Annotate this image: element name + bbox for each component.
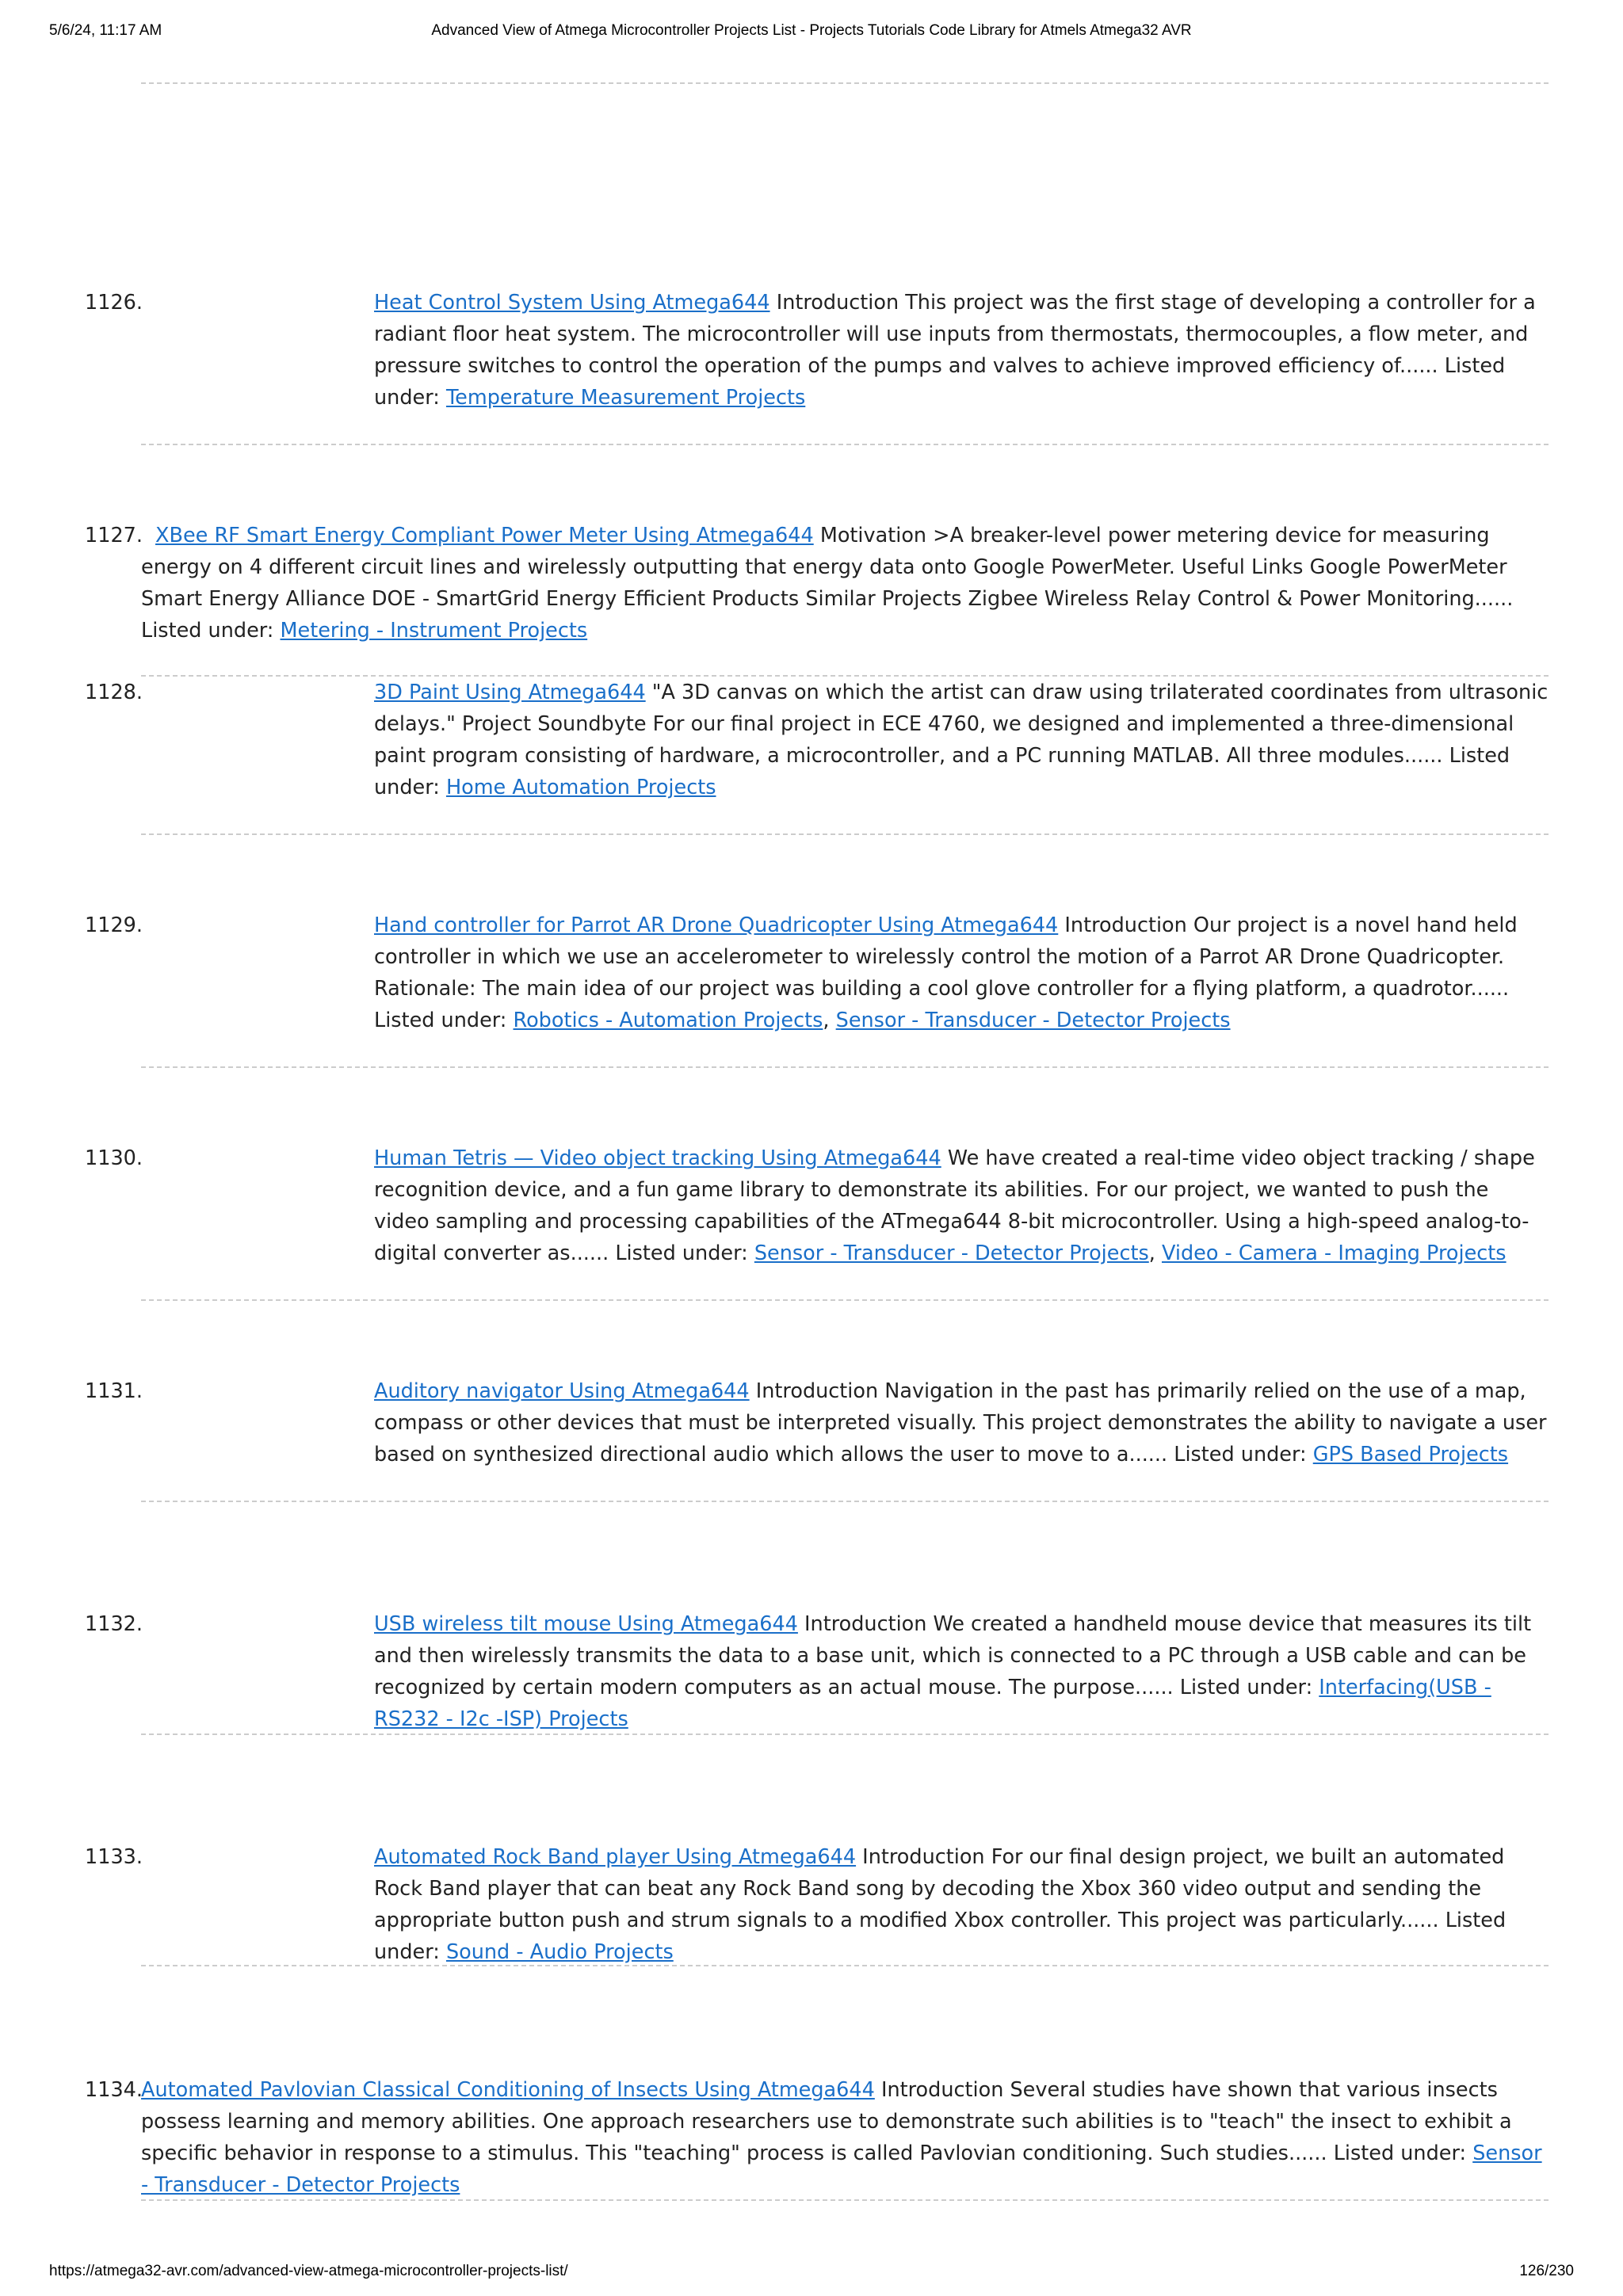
category-link[interactable]: Robotics - Automation Projects: [513, 1009, 823, 1032]
project-description: Introduction This project was the first stage of developing a controller for a radiant floor heat system. The microcontroller will use inputs from thermostats, thermocouples, a flow meter, and pressure switches to control the operation of the pumps and valves to achieve improved efficiency of......: [374, 291, 1536, 378]
project-title-link[interactable]: Heat Control System Using Atmega644: [374, 291, 770, 315]
print-footer: [0, 2263, 1623, 2294]
separator: [141, 1965, 1549, 1966]
item-body: [374, 1375, 1549, 1470]
project-title-link[interactable]: USB wireless tilt mouse Using Atmega644: [374, 1612, 798, 1636]
project-title-link[interactable]: Automated Pavlovian Classical Conditioning of Insects Using Atmega644: [141, 2078, 875, 2102]
category-link[interactable]: Sensor - Transducer - Detector Projects: [141, 2142, 1542, 2197]
project-description: We have created a real-time video object tracking / shape recognition device, and a fun game library to demonstrate its abilities. For our project, we wanted to push the video sampling and processing capabilities of the ATmega644 8-bit microcontroller. Using a high-speed analog-to-digital converter as......: [374, 1146, 1535, 1265]
category-link[interactable]: Interfacing(USB - RS232 - I2c -ISP) Projects: [374, 1676, 1491, 1731]
project-description: Introduction Our project is a novel hand held controller in which we use an accelerometer to wirelessly control the motion of a Parrot AR Drone Quadricopter. Rationale: The main idea of our project was building a cool glove controller for a flying platform, a quadrotor......: [374, 913, 1518, 1001]
item-body: [374, 287, 1549, 414]
listed-under-label: Listed under:: [1333, 2142, 1467, 2165]
item-number: 1128.: [85, 681, 143, 704]
category-link[interactable]: Video - Camera - Imaging Projects: [1161, 1241, 1507, 1265]
project-description: Motivation >A breaker-level power metering device for measuring energy on 4 different circuit lines and wirelessly outputting that energy data onto Google PowerMeter. Useful Links Google PowerMeter Smart Energy Alliance DOE - SmartGrid Energy Efficient Products Similar Projects Zigbee Wireless Relay Control & Power Monitoring......: [141, 524, 1514, 611]
item-body: [374, 1841, 1549, 1968]
category-link[interactable]: Home Automation Projects: [445, 776, 716, 799]
item-number: 1130.: [85, 1146, 143, 1170]
project-description: Introduction Several studies have shown that various insects possess learning and memory abilities. One approach researchers use to demonstrate such abilities is to "teach" the insect to exhibit a specific behavior in response to a stimulus. This "teaching" process is called Pavlovian conditioning. Such studies......: [141, 2078, 1512, 2165]
separator: [141, 1299, 1549, 1301]
separator: [141, 1733, 1549, 1735]
item-number: 1134.: [85, 2078, 143, 2102]
listed-under-label: Listed under:: [615, 1241, 748, 1265]
project-description: Introduction We created a handheld mouse device that measures its tilt and then wirelessly transmits the data to a base unit, which is connected to a PC through a USB cable and can be recognized by certain modern computers as an actual mouse. The purpose......: [374, 1612, 1532, 1699]
project-title-link[interactable]: 3D Paint Using Atmega644: [374, 681, 646, 704]
project-title-link[interactable]: Automated Rock Band player Using Atmega644: [374, 1845, 857, 1869]
item-body: [141, 520, 1549, 646]
item-body: Human Tetris — Video object tracking Using Atmega644 We have created a real-time video object tracking / shape recognition device, and a fun game library to demonstrate its abilities. For our project, we wanted to push the video sampling and processing capabilities of the ATmega644 8-bit microcontroller. Using a high-speed analog-to-digital converter as...... Listed under: Sensor - Transducer - Detector Projects, Video - Camera - Imaging Projects: [374, 1146, 1535, 1265]
item-number: 1133.: [85, 1845, 143, 1869]
project-title-link[interactable]: Human Tetris — Video object tracking Using Atmega644: [374, 1146, 941, 1170]
category-link[interactable]: Sensor - Transducer - Detector Projects: [754, 1241, 1149, 1265]
listed-under-label: Listed under:: [374, 1909, 1507, 1964]
item-body: [374, 1608, 1549, 1735]
item-number: 1132.: [85, 1612, 143, 1636]
item-body: Hand controller for Parrot AR Drone Quadricopter Using Atmega644 Introduction Our project is a novel hand held controller in which we use an accelerometer to wirelessly control the motion of a Parrot AR Drone Quadricopter. Rationale: The main idea of our project was building a cool glove controller for a flying platform, a quadrotor...... Listed under: Robotics - Automation Projects, Sensor - Transducer - Detector Projects: [374, 913, 1518, 1032]
separator: [141, 833, 1549, 835]
category-link[interactable]: Temperature Measurement Projects: [445, 386, 806, 410]
listed-under-label: Listed under:: [374, 744, 1510, 799]
project-title-link[interactable]: Hand controller for Parrot AR Drone Quadricopter Using Atmega644: [374, 913, 1059, 937]
separator: [141, 444, 1549, 445]
page-number: 126/230: [1519, 2263, 1574, 2279]
listed-under-label: Listed under:: [1179, 1676, 1313, 1699]
separator: [141, 1501, 1549, 1502]
project-description: Introduction For our final design project, we built an automated Rock Band player that can beat any Rock Band song by decoding the Xbox 360 video output and sending the appropriate button push and strum signals to a modified Xbox controller. This project was particularly......: [374, 1845, 1505, 1932]
category-link[interactable]: GPS Based Projects: [1312, 1443, 1509, 1466]
print-datetime: 5/6/24, 11:17 AM: [49, 22, 162, 39]
item-number: 1131.: [85, 1379, 143, 1403]
item-body: [374, 677, 1549, 803]
project-description: Introduction Navigation in the past has primarily relied on the use of a map, compass or other devices that must be interpreted visually. This project demonstrates the ability to navigate a user based on synthesized directional audio which allows the user to move to a......: [374, 1379, 1547, 1466]
separator: [141, 82, 1549, 84]
category-link[interactable]: Metering - Instrument Projects: [280, 619, 588, 643]
item-number: 1126.: [85, 291, 143, 315]
listed-under-label: Listed under:: [374, 1009, 507, 1032]
print-page-title: Advanced View of Atmega Microcontroller Projects List - Projects Tutorials Code Library for Atmels Atmega32 AVR: [431, 22, 1192, 39]
listed-under-label: Listed under:: [1174, 1443, 1307, 1466]
page-url: https://atmega32-avr.com/advanced-view-atmega-microcontroller-projects-list/: [49, 2263, 568, 2279]
category-link[interactable]: Sensor - Transducer - Detector Projects: [835, 1009, 1231, 1032]
item-number: 1129.: [85, 913, 143, 937]
project-title-link[interactable]: Auditory navigator Using Atmega644: [374, 1379, 750, 1403]
project-description: "A 3D canvas on which the artist can draw using trilaterated coordinates from ultrasonic delays." Project Soundbyte For our final project in ECE 4760, we designed and implemented a three-dimensional paint program consisting of hardware, a microcontroller, and a PC running MATLAB. All three modules......: [374, 681, 1549, 768]
project-title-link[interactable]: XBee RF Smart Energy Compliant Power Meter Using Atmega644: [155, 524, 814, 547]
category-link[interactable]: Sound - Audio Projects: [445, 1940, 674, 1964]
item-number: 1127.: [85, 524, 143, 547]
separator: [141, 2199, 1549, 2201]
listed-under-label: Listed under:: [374, 354, 1506, 410]
separator: [141, 1066, 1549, 1068]
item-body: [141, 2074, 1549, 2201]
listed-under-label: Listed under:: [141, 619, 274, 643]
